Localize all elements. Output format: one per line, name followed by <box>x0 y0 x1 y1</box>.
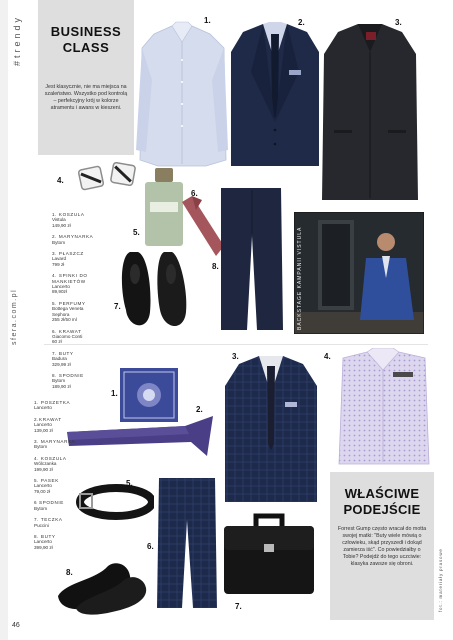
title-line-1: WŁAŚCIWE <box>344 486 420 501</box>
marker-s2-8: 8. <box>66 568 73 577</box>
item-brand: Bytom <box>52 239 66 245</box>
item-name: 3. PŁASZCZ <box>52 251 84 257</box>
item-brand: Bytom <box>52 378 66 384</box>
item-price: 60 zł <box>52 339 62 345</box>
marker-7: 7. <box>114 302 121 311</box>
business-class-title <box>38 24 134 56</box>
item-name: 4. SPINKI DO MANKIETÓW <box>52 273 88 284</box>
approach-panel <box>330 472 434 620</box>
list-item <box>52 251 126 267</box>
list-item <box>34 478 90 494</box>
page-number: 46 <box>12 622 20 629</box>
list-item <box>52 273 126 295</box>
item-brand: Bottega Veneta Sephora <box>52 306 84 317</box>
item-name: 4. KOSZULA <box>34 455 67 461</box>
item-brand: Lavard <box>52 256 67 262</box>
marker-3: 3. <box>395 18 402 27</box>
list-item <box>52 234 126 245</box>
item-name: 3. MARYNARKA <box>34 439 76 445</box>
briefcase-product-image <box>222 512 316 596</box>
business-class-panel <box>38 0 134 155</box>
item-price: 89,90zł <box>52 289 67 295</box>
coat-product-image <box>320 22 420 208</box>
list-item <box>34 500 90 511</box>
item-brand: Lancerto <box>34 539 52 545</box>
marker-8: 8. <box>212 262 219 271</box>
item-brand: Giacomo Conti <box>52 333 83 339</box>
business-class-intro: Jest klasycznie, nie ma miejsca na szaleństwo. Wszystko pod kontrolą – perfekcyjny krój w kolorze atramentu i awans w kieszeni. <box>44 84 128 111</box>
photo-credit: BACKSTAGE KAMPANII VISTULA <box>297 226 303 330</box>
list-item <box>34 517 90 528</box>
item-name: 8. SPODNIE <box>52 372 84 378</box>
black-shoes-product-image <box>56 556 150 616</box>
shoes-product-image <box>118 250 188 336</box>
marker-4: 4. <box>57 176 64 185</box>
list-item <box>52 351 126 367</box>
list-item <box>34 417 90 433</box>
item-price: 79,00 zł <box>34 488 51 494</box>
press-credit: fot.: materiały prasowe <box>438 548 443 612</box>
title-line-1: BUSINESS <box>50 24 122 39</box>
item-price: 189,90 zł <box>52 383 71 389</box>
approach-item-list <box>34 400 90 556</box>
cufflinks-product-image <box>76 158 142 196</box>
list-item <box>34 534 90 550</box>
lilac-shirt-product-image <box>337 348 431 468</box>
list-item <box>52 329 126 345</box>
marker-s2-4: 4. <box>324 352 331 361</box>
item-price: 149,90 zł <box>52 222 71 228</box>
marker-6: 6. <box>191 189 198 198</box>
item-name: 7. TECZKA <box>34 517 63 523</box>
list-item <box>34 400 90 411</box>
list-item <box>34 456 90 472</box>
approach-title <box>330 486 434 518</box>
item-name: 6 SPODNIE <box>34 500 64 506</box>
item-name: 2. MARYNARKA <box>52 234 94 240</box>
item-name: 1. KOSZULA <box>52 212 85 217</box>
item-name: 6. KRAWAT <box>52 328 82 334</box>
item-brand: Badura <box>52 356 67 362</box>
marker-s2-1: 1. <box>111 389 118 398</box>
list-item <box>52 212 126 228</box>
marker-s2-6: 6. <box>147 542 154 551</box>
item-brand: Bytom <box>34 505 48 511</box>
item-brand: Wólczanka <box>34 461 57 467</box>
side-strip <box>0 0 8 640</box>
perfume-product-image <box>143 168 185 248</box>
site-url: sfera.com.pl <box>11 288 18 345</box>
item-price: 199,90 zł <box>34 466 53 472</box>
section-tag: #trendy <box>12 14 22 66</box>
item-price: 399,90 zł <box>34 544 53 550</box>
approach-text: Forrest Gump często wracał do motta swojej matki: "Buty wiele mówią o człowieku, skąd przyszedł i dokąd zamierza iść". Co powiedziałby o Tobie? Podejdź do tego uczciwie: klasyka zawsze się obroni. <box>337 526 427 567</box>
marker-1: 1. <box>204 16 211 25</box>
business-item-list <box>52 212 126 395</box>
item-brand: Lancerto <box>34 422 52 428</box>
item-brand: Lancerto <box>34 483 52 489</box>
item-price: 255 zł/50 ml <box>52 317 77 323</box>
title-line-2: CLASS <box>62 40 110 55</box>
item-brand: Lancerto <box>52 284 70 290</box>
item-name: 2.KRAWAT <box>34 416 62 422</box>
list-item <box>52 301 126 323</box>
trousers-product-image <box>219 186 285 332</box>
section-divider <box>44 344 428 345</box>
item-brand: Vistula <box>52 217 66 223</box>
check-blazer-product-image <box>223 354 319 506</box>
item-name: 8. BUTY <box>34 533 56 539</box>
item-price: 139,00 zł <box>34 427 53 433</box>
list-item <box>52 373 126 389</box>
marker-s2-5: 5. <box>126 479 133 488</box>
marker-5: 5. <box>133 228 140 237</box>
item-brand: Bytom <box>34 444 48 450</box>
item-name: 7. BUTY <box>52 350 74 356</box>
item-brand: Puccini <box>34 522 49 528</box>
item-name: 5. PASEK <box>34 478 59 484</box>
title-line-2: PODEJŚCIE <box>343 502 421 517</box>
item-name: 5. PERFUMY <box>52 300 86 306</box>
marker-2: 2. <box>298 18 305 27</box>
marker-s2-3: 3. <box>232 352 239 361</box>
item-name: 1. POSZETKA <box>34 400 71 405</box>
item-brand: Lancerto <box>34 405 52 411</box>
marker-s2-2: 2. <box>196 405 203 414</box>
list-item <box>34 439 90 450</box>
blazer-product-image <box>229 22 321 172</box>
campaign-photo <box>294 212 424 334</box>
check-trousers-product-image <box>157 476 217 610</box>
item-price: 799 zł <box>52 261 65 267</box>
shirt-product-image <box>136 20 228 168</box>
item-price: 329,99 zł <box>52 361 71 367</box>
marker-s2-7: 7. <box>235 602 242 611</box>
